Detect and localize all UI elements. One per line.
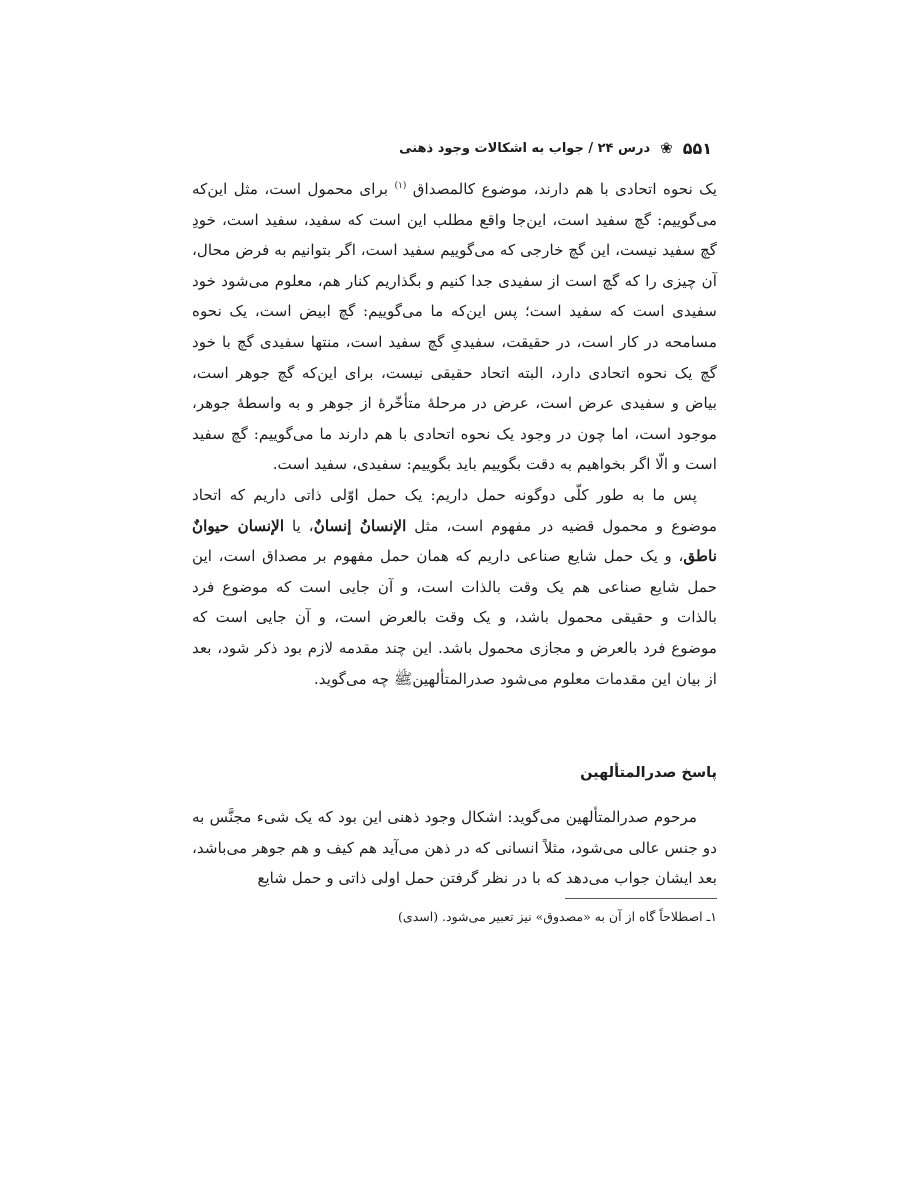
text-run: مرحوم صدرالمتألهین می‌گوید: اشکال وجود ذهنی این بود که یک شیء مجنَّس به دو جنس عالی می‌شود، مثلاً انسانی که در ذهن می‌آید هم کیف و هم جوهر می‌باشد، بعد ایشان جواب می‌دهد که با در نظر گرفتن حمل اولی ذاتی و حمل شایع [192, 808, 717, 888]
paragraph [192, 802, 717, 894]
running-header [192, 136, 712, 160]
text-run: پس ما به طور کلّی دوگونه حمل داریم: یک حمل اوّلی ذاتی داریم که اتحاد موضوع و محمول قضیه در مفهوم است، مثل [192, 485, 717, 535]
page-number: ۵۵۱ [682, 138, 712, 158]
bold-phrase: الإنسانُ إنسانٌ [313, 516, 407, 535]
running-header-title: درس ۲۴ / جواب به اشکالات وجود ذهنی [399, 140, 651, 156]
footnote-divider [565, 898, 717, 899]
section-heading: پاسخ صدرالمتألهین [580, 765, 717, 781]
bold-phrase: الإنسان حیوانٌ ناطق [192, 516, 717, 566]
footnote-marker: (۱) [394, 180, 407, 191]
paragraph [192, 480, 717, 694]
body-text [192, 174, 717, 694]
text-run: برای محمول است، مثل این‌که می‌گوییم: گچ سفید است، این‌جا واقع مطلب این است که سفید، سفید است، خودِ گچ سفید نیست، این گچ خارجی که می‌گوییم سفید است، اگر بتوانیم به فرض محال، آن چیزی را که گچ است از سفیدی جدا کنیم و بگذاریم کنار هم، معلوم می‌شود خود سفیدی است که سفید است؛ پس این‌که ما می‌گوییم: گچ ابیض است، یک نحوه مسامحه در کار است، در حقیقت، سفیدیِ گچ سفید است، منتها سفیدی گچ با خود گچ یک نحوه اتحادی دارد، البته اتحاد حقیقی نیست، برای این‌که گچ جوهر است، بیاض و سفیدی عرض است، عرض در مرحلهٔ متأخّرهٔ از جوهر و به واسطهٔ جوهر، موجود است، اما چون در وجود یک نحوه اتحادی با هم دارند ما می‌گوییم: گچ سفید است و الّا اگر بخواهیم به دقت بگوییم باید بگوییم: سفیدی، سفید است. [192, 180, 717, 474]
body-text-continued [192, 802, 717, 894]
footnote: ۱ـ اصطلاحاً گاه از آن به «مصدوق» نیز تعبیر می‌شود. (اسدی) [398, 909, 717, 924]
text-run: ، یا [284, 516, 314, 535]
text-run: یک نحوه اتحادی با هم دارند، موضوع کالمصداق [406, 180, 718, 198]
paragraph [192, 174, 717, 480]
flower-ornament-icon: ❀ [660, 138, 673, 157]
text-run: ، و یک حمل شایع صناعی داریم که همان حمل مفهوم بر مصداق است، این حمل شایع صناعی هم یک وقت بالذات است، و آن جایی است که موضوع فرد بالذات و حقیقی محمول باشد، و یک وقت بالعرض است، و آن جایی است که موضوع فرد بالعرض و مجازی محمول باشد. این چند مقدمه لازم بود ذکر شود، بعد از بیان این مقدمات معلوم می‌شود صدرالمتألهین‌ﷺ چه می‌گوید. [192, 547, 717, 688]
